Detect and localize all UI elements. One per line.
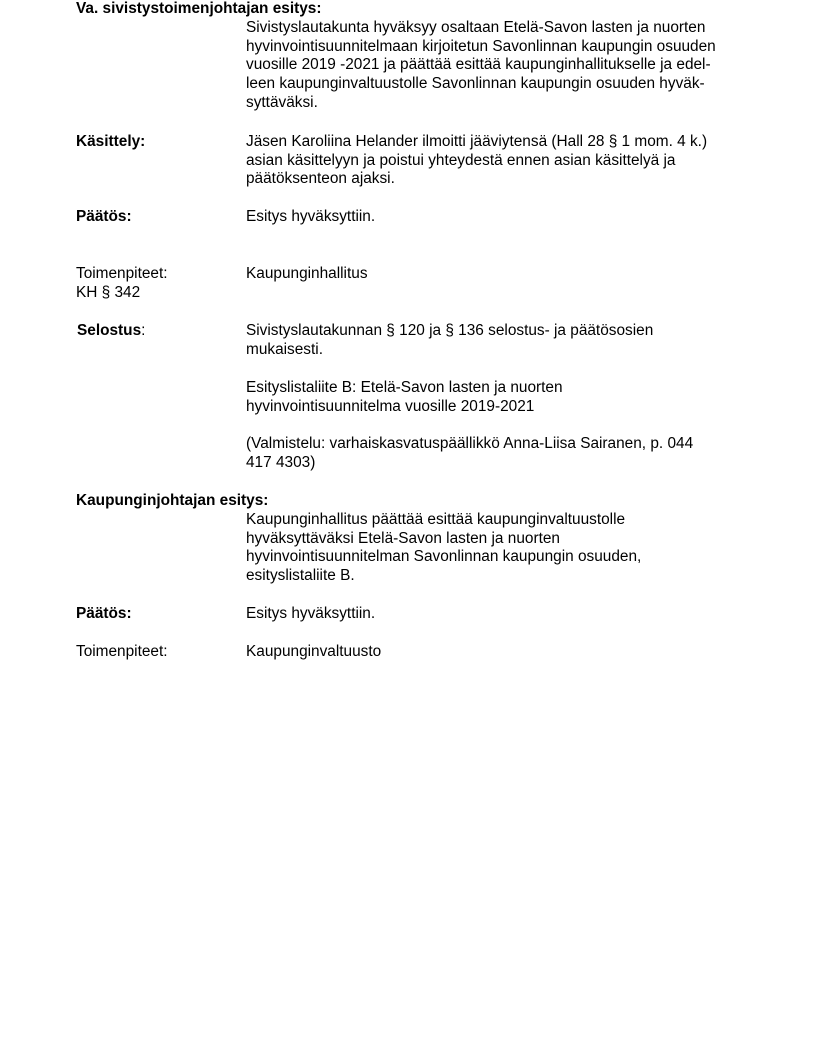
mayor-proposal-line: Kaupunginhallitus päättää esittää kaupunginvaltuustolle [246,511,626,528]
actions-text: Kaupunginvaltuusto [246,643,382,660]
selostus-colon: : [141,322,146,339]
selostus-text [246,322,746,359]
decision-label: Päätös: [76,208,132,225]
kasittely-line: asian käsittelyyn ja poistui yhteydestä ennen asian käsittelyä ja [246,151,676,169]
proposal-line: vuosille 2019 -2021 ja päättää esittää kaupunginhallitukselle ja edel- [246,56,711,74]
preparer-line: 417 4303) [246,453,316,471]
mayor-proposal-line: hyvinvointisuunnitelman Savonlinnan kaupungin osuuden, [246,548,642,566]
actions-label: Toimenpiteet: [76,643,168,660]
kasittely-text [246,133,746,189]
proposal-line: hyvinvointisuunnitelmaan kirjoitetun Savonlinnan kaupungin osuuden [246,37,716,55]
selostus-line: mukaisesti. [246,340,323,358]
mayor-proposal-text [246,511,746,586]
mayor-proposal-heading: Kaupunginjohtajan esitys: [76,492,269,509]
decision-text: Esitys hyväksyttiin. [246,208,376,225]
kasittely-line: Jäsen Karoliina Helander ilmoitti jääviytensä (Hall 28 § 1 mom. 4 k.) [246,133,708,150]
decision-text: Esitys hyväksyttiin. [246,605,376,622]
attachment-line: hyvinvointisuunnitelma vuosille 2019-2021 [246,397,535,415]
mayor-proposal-line: hyväksyttäväksi Etelä-Savon lasten ja nuorten [246,529,560,547]
mayor-proposal-line: esityslistaliite B. [246,567,355,585]
kasittely-line: päätöksenteon ajaksi. [246,170,395,188]
proposal-text [246,19,746,113]
proposal-line: leen kaupunginvaltuustolle Savonlinnan kaupungin osuuden hyväk- [246,75,705,93]
selostus-label [77,322,145,341]
selostus-line: Sivistyslautakunnan § 120 ja § 136 selostus- ja päätösosien [246,322,654,339]
selostus-label-text: Selostus [77,322,142,339]
attachment-line: Esityslistaliite B: Etelä-Savon lasten ja nuorten [246,379,563,396]
actions-reference: KH § 342 [76,283,141,301]
actions-text: Kaupunginhallitus [246,265,368,282]
preparer-text [246,435,746,472]
proposal-heading: Va. sivistystoimenjohtajan esitys: [76,0,322,17]
kasittely-label: Käsittely: [76,133,146,150]
preparer-line: (Valmistelu: varhaiskasvatuspäällikkö Anna-Liisa Sairanen, p. 044 [246,435,694,452]
actions-label [76,265,168,302]
proposal-line: Sivistyslautakunta hyväksyy osaltaan Etelä-Savon lasten ja nuorten [246,19,706,36]
proposal-line: syttäväksi. [246,93,318,111]
actions-label-text: Toimenpiteet: [76,265,168,282]
attachment-text [246,379,746,416]
decision-label: Päätös: [76,605,132,622]
